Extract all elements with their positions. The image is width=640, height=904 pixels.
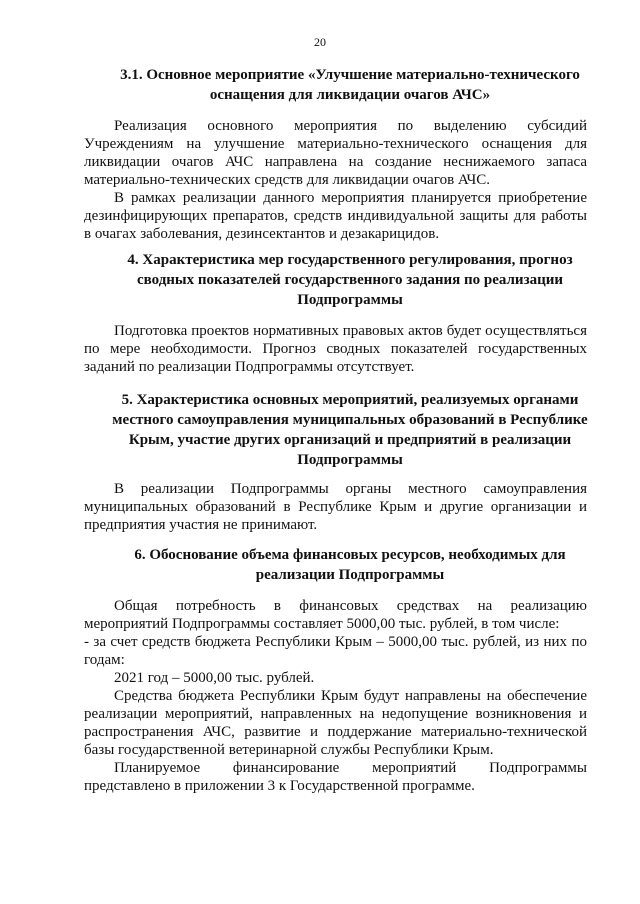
section-3-1-paragraph-1: Реализация основного мероприятия по выделению субсидий Учреждениям на улучшение материально-технического оснащения для ликвидации очагов АЧС направлена на создание неснижаемого запаса материально-технических средств для ликвидации очагов АЧС.: [84, 118, 587, 188]
section-6-paragraph-5: Планируемое финансирование мероприятий Подпрограммы представлено в приложении 3 к Государственной программе.: [84, 760, 587, 794]
section-6-heading: 6. Обоснование объема финансовых ресурсов, необходимых для реализации Подпрограммы: [134, 547, 566, 583]
section-5-paragraph-1: В реализации Подпрограммы органы местного самоуправления муниципальных образований в Республике Крым и другие организации и предприятия участия не принимают.: [84, 481, 587, 533]
page-number: 20: [314, 35, 326, 49]
section-6-paragraph-4: Средства бюджета Республики Крым будут направлены на обеспечение реализации мероприятий, направленных на недопущение возникновения и распространения АЧС, развитие и поддержание материально-технической базы государственной ветеринарной службы Республики Крым.: [84, 688, 587, 758]
section-3-1-heading: 3.1. Основное мероприятие «Улучшение материально-технического оснащения для ликвидации очагов АЧС»: [120, 67, 580, 103]
section-4-heading: 4. Характеристика мер государственного регулирования, прогноз сводных показателей государственного задания по реализации Подпрограммы: [127, 252, 573, 308]
section-6-paragraph-3: 2021 год – 5000,00 тыс. рублей.: [114, 670, 315, 686]
section-6-paragraph-2: - за счет средств бюджета Республики Крым – 5000,00 тыс. рублей, из них по годам:: [84, 634, 587, 668]
section-3-1-paragraph-2: В рамках реализации данного мероприятия планируется приобретение дезинфицирующих препаратов, средств индивидуальной защиты для работы в очагах заболевания, дезинсектантов и дезакарицидов.: [84, 190, 587, 242]
section-4-paragraph-1: Подготовка проектов нормативных правовых актов будет осуществляться по мере необходимости. Прогноз сводных показателей государственных заданий по реализации Подпрограммы отсутствует.: [84, 323, 587, 375]
section-5-heading: 5. Характеристика основных мероприятий, реализуемых органами местного самоуправления муниципальных образований в Республике Крым, участие других организаций и предприятий в реализации Подпрограммы: [112, 392, 588, 468]
section-6-paragraph-1: Общая потребность в финансовых средствах на реализацию мероприятий Подпрограммы составляет 5000,00 тыс. рублей, в том числе:: [84, 598, 587, 632]
